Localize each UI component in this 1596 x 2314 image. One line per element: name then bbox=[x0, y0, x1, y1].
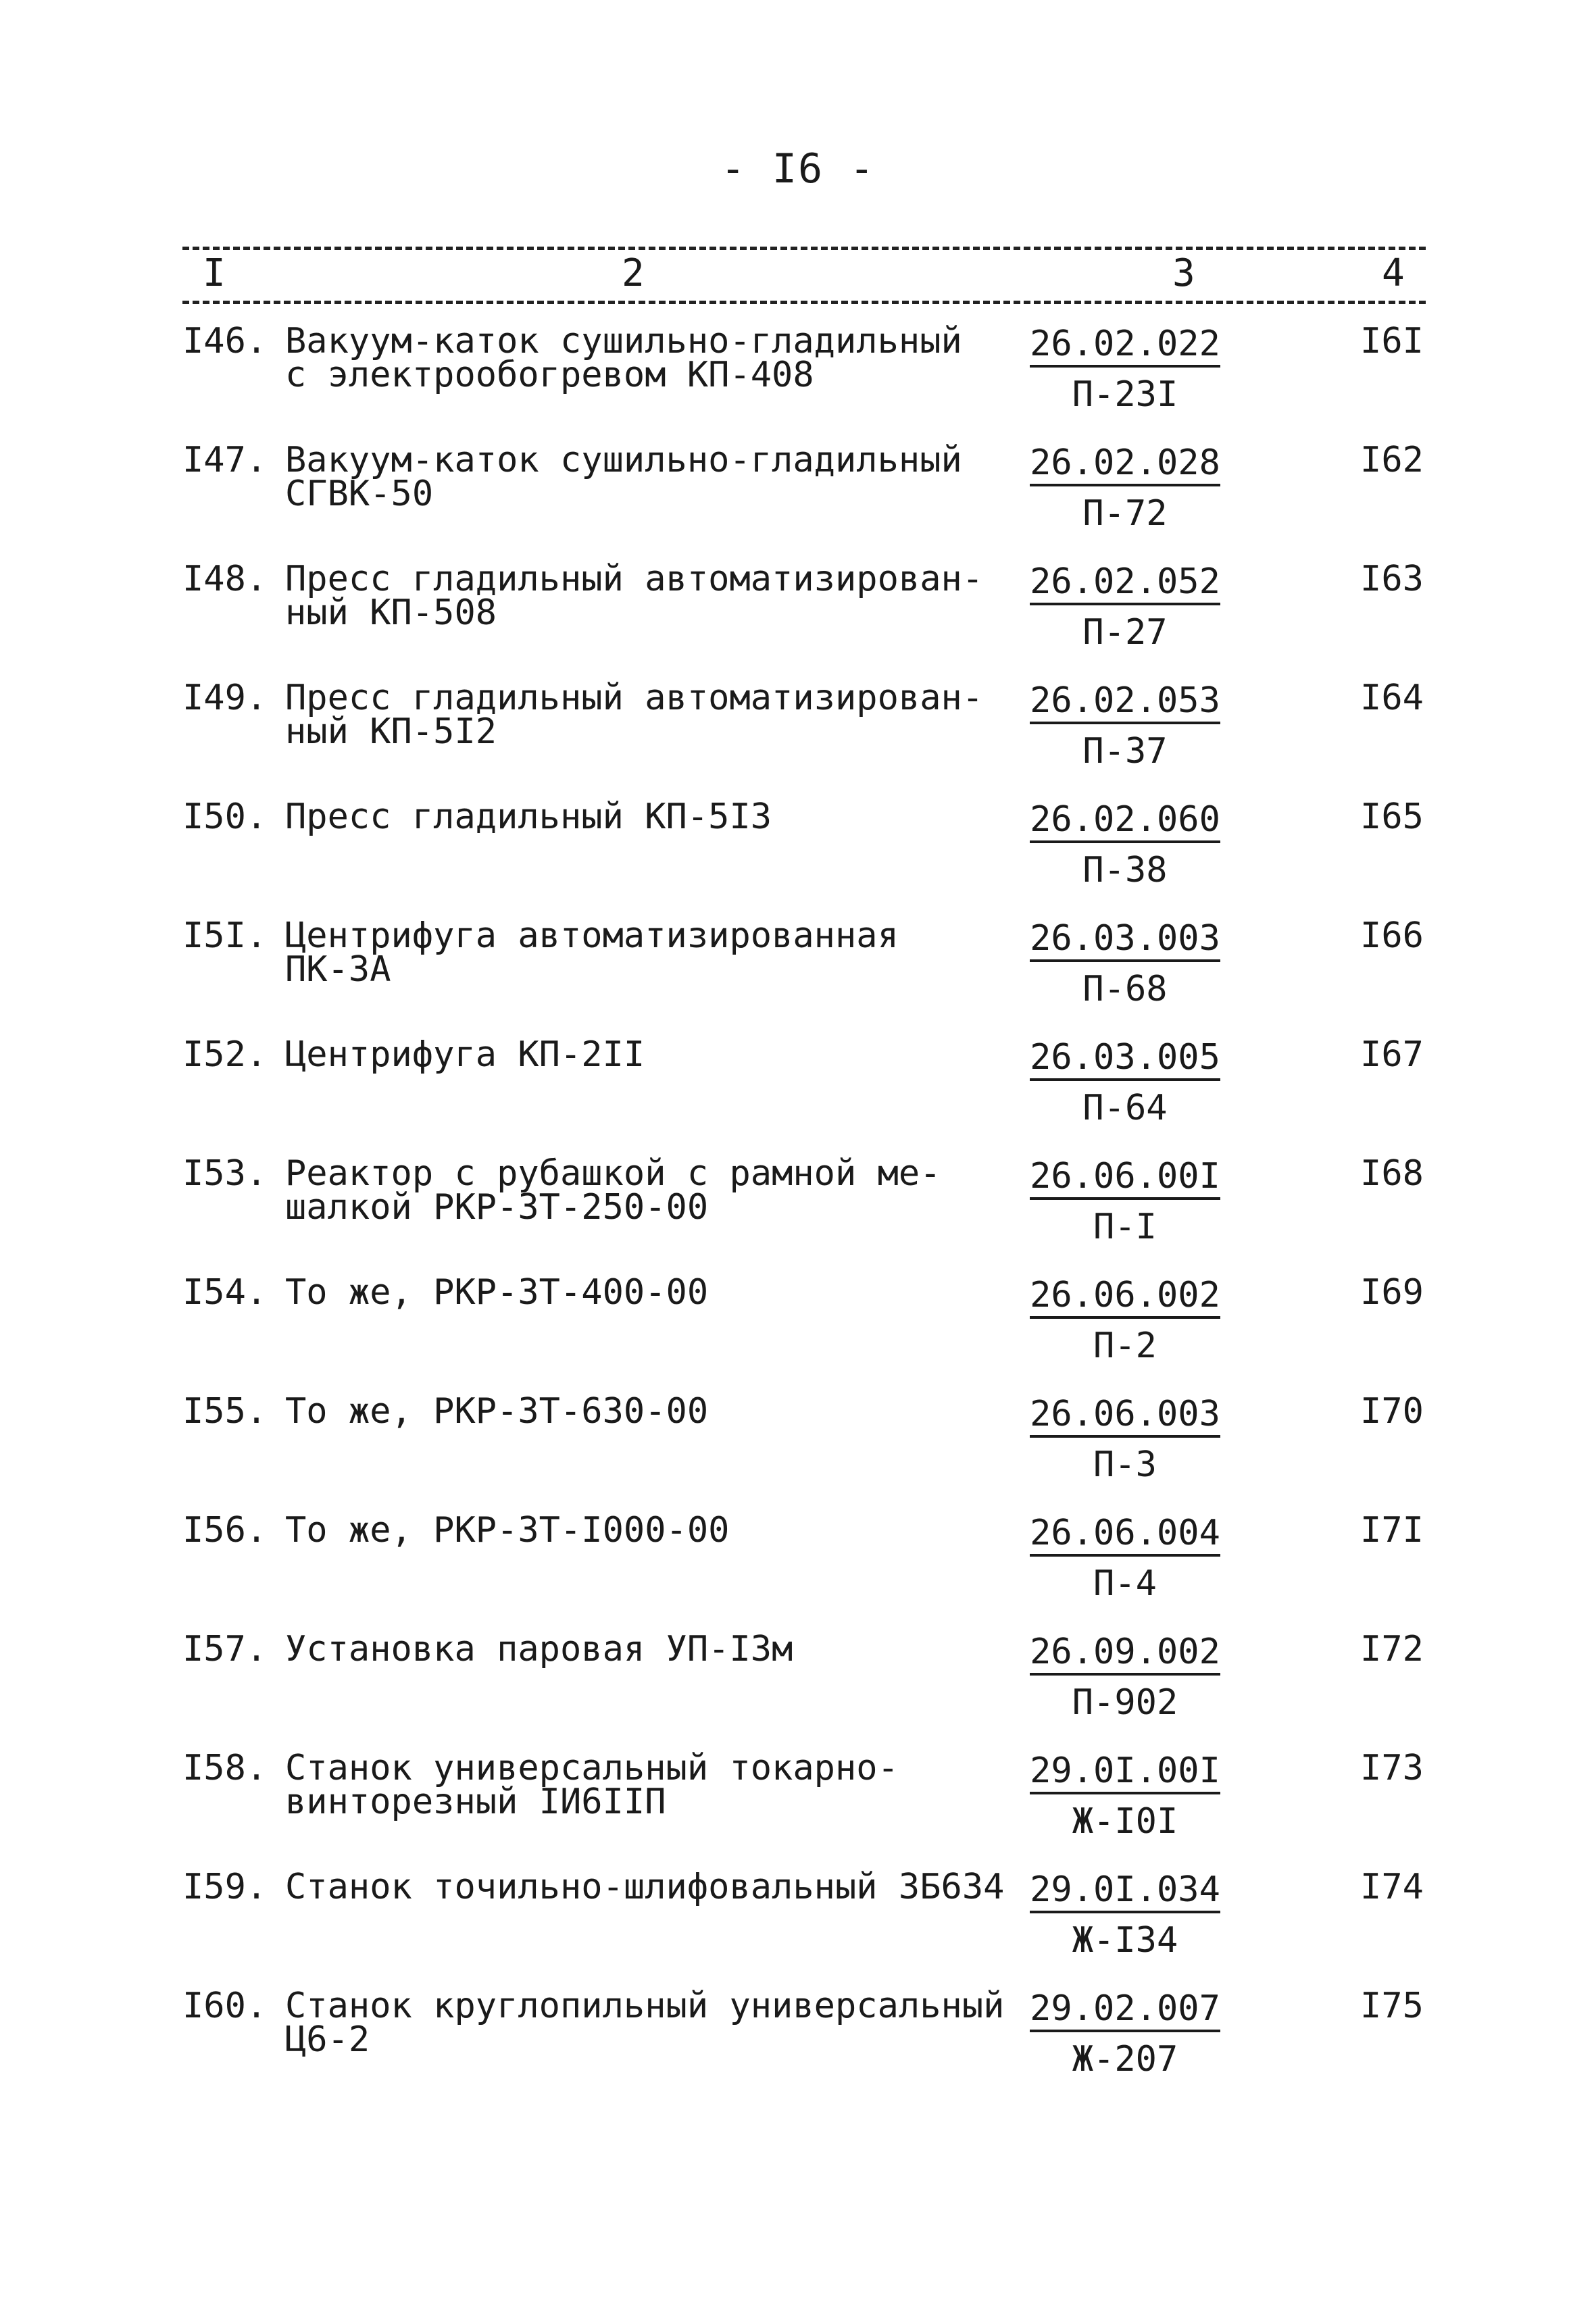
description-line: винторезный IИ6IIП bbox=[285, 1782, 666, 1822]
header-top-divider bbox=[182, 247, 1426, 250]
item-description bbox=[285, 678, 1015, 752]
item-number: I5I. bbox=[182, 915, 268, 956]
table-row bbox=[0, 1153, 1596, 1276]
table-row bbox=[0, 1034, 1596, 1157]
item-page: I75 bbox=[1360, 1986, 1424, 2026]
item-code: 26.03.005 bbox=[1030, 1038, 1220, 1081]
item-subcode: П-23I bbox=[1072, 374, 1178, 415]
item-code-cell bbox=[1014, 562, 1237, 653]
item-code-cell bbox=[1014, 1632, 1237, 1723]
description-line: Пресс гладильный автоматизирован- bbox=[285, 678, 984, 718]
item-code: 26.02.028 bbox=[1030, 443, 1220, 486]
item-description bbox=[285, 797, 1015, 837]
item-description bbox=[285, 1867, 1015, 1907]
item-code-cell bbox=[1014, 1157, 1237, 1247]
item-description bbox=[285, 559, 1015, 633]
item-code-cell bbox=[1014, 1870, 1237, 1961]
item-subcode: П-38 bbox=[1082, 850, 1168, 890]
item-page: I63 bbox=[1360, 559, 1424, 599]
item-subcode: П-27 bbox=[1082, 612, 1168, 653]
item-description bbox=[285, 1629, 1015, 1669]
item-page: I64 bbox=[1360, 678, 1424, 718]
item-subcode: П-72 bbox=[1082, 493, 1168, 534]
item-number: I49. bbox=[182, 678, 268, 718]
item-subcode: П-I bbox=[1093, 1207, 1157, 1247]
item-number: I58. bbox=[182, 1748, 268, 1788]
equipment-list bbox=[0, 321, 1596, 2108]
item-page: I70 bbox=[1360, 1391, 1424, 1432]
item-code: 29.0I.00I bbox=[1030, 1751, 1220, 1794]
item-description bbox=[285, 1272, 1015, 1313]
item-number: I56. bbox=[182, 1510, 268, 1551]
item-number: I52. bbox=[182, 1034, 268, 1075]
description-line: Пресс гладильный КП-5I3 bbox=[285, 797, 772, 837]
item-page: I62 bbox=[1360, 440, 1424, 480]
item-code-cell bbox=[1014, 1038, 1237, 1128]
item-code-cell bbox=[1014, 800, 1237, 890]
item-subcode: Ж-207 bbox=[1072, 2039, 1178, 2080]
item-description bbox=[285, 1034, 1015, 1075]
table-row bbox=[0, 678, 1596, 800]
item-subcode: Ж-I34 bbox=[1072, 1920, 1178, 1961]
item-code-cell bbox=[1014, 324, 1237, 415]
item-description bbox=[285, 1748, 1015, 1822]
item-code-cell bbox=[1014, 443, 1237, 534]
item-code: 26.03.003 bbox=[1030, 919, 1220, 962]
item-subcode: П-3 bbox=[1093, 1444, 1157, 1485]
item-number: I48. bbox=[182, 559, 268, 599]
description-line: Ц6-2 bbox=[285, 2019, 370, 2060]
table-row bbox=[0, 915, 1596, 1038]
description-line: Станок универсальный токарно- bbox=[285, 1748, 899, 1788]
item-code: 26.02.053 bbox=[1030, 681, 1220, 724]
page-number: - I6 - bbox=[720, 145, 876, 193]
item-code: 26.02.060 bbox=[1030, 800, 1220, 843]
item-code-cell bbox=[1014, 919, 1237, 1009]
table-row bbox=[0, 1629, 1596, 1751]
item-number: I60. bbox=[182, 1986, 268, 2026]
item-description bbox=[285, 1510, 1015, 1551]
column-header-row bbox=[0, 251, 1596, 299]
description-line: Станок точильно-шлифовальный 3Б634 bbox=[285, 1867, 1005, 1907]
item-number: I57. bbox=[182, 1629, 268, 1669]
item-code: 26.06.003 bbox=[1030, 1394, 1220, 1438]
description-line: СГВК-50 bbox=[285, 474, 434, 514]
item-description bbox=[285, 1391, 1015, 1432]
item-number: I55. bbox=[182, 1391, 268, 1432]
table-row bbox=[0, 559, 1596, 681]
item-code-cell bbox=[1014, 1751, 1237, 1842]
table-row bbox=[0, 1391, 1596, 1513]
description-line: Центрифуга КП-2II bbox=[285, 1034, 645, 1075]
description-line: шалкой РКР-3Т-250-00 bbox=[285, 1187, 709, 1228]
description-line: То же, РКР-3Т-630-00 bbox=[285, 1391, 709, 1432]
item-code-cell bbox=[1014, 681, 1237, 772]
item-code: 29.0I.034 bbox=[1030, 1870, 1220, 1913]
description-line: Центрифуга автоматизированная bbox=[285, 915, 899, 956]
table-row bbox=[0, 1986, 1596, 2108]
table-row bbox=[0, 1748, 1596, 1870]
item-code: 26.09.002 bbox=[1030, 1632, 1220, 1676]
item-code: 26.02.022 bbox=[1030, 324, 1220, 368]
item-page: I72 bbox=[1360, 1629, 1424, 1669]
item-page: I6I bbox=[1360, 321, 1424, 361]
item-page: I7I bbox=[1360, 1510, 1424, 1551]
item-page: I73 bbox=[1360, 1748, 1424, 1788]
table-row bbox=[0, 440, 1596, 562]
table-row bbox=[0, 1867, 1596, 1989]
item-code-cell bbox=[1014, 1513, 1237, 1604]
item-code-cell bbox=[1014, 1989, 1237, 2080]
item-page: I66 bbox=[1360, 915, 1424, 956]
item-number: I47. bbox=[182, 440, 268, 480]
description-line: Вакуум-каток сушильно-гладильный bbox=[285, 321, 962, 361]
item-number: I46. bbox=[182, 321, 268, 361]
item-code: 26.02.052 bbox=[1030, 562, 1220, 605]
item-code: 26.06.00I bbox=[1030, 1157, 1220, 1200]
item-page: I68 bbox=[1360, 1153, 1424, 1194]
item-subcode: Ж-I0I bbox=[1072, 1801, 1178, 1842]
item-code: 26.06.002 bbox=[1030, 1276, 1220, 1319]
item-code: 29.02.007 bbox=[1030, 1989, 1220, 2032]
description-line: Вакуум-каток сушильно-гладильный bbox=[285, 440, 962, 480]
description-line: с электрообогревом КП-408 bbox=[285, 355, 814, 395]
item-page: I67 bbox=[1360, 1034, 1424, 1075]
item-description bbox=[285, 440, 1015, 514]
item-number: I53. bbox=[182, 1153, 268, 1194]
item-page: I65 bbox=[1360, 797, 1424, 837]
item-number: I50. bbox=[182, 797, 268, 837]
description-line: То же, РКР-3Т-I000-00 bbox=[285, 1510, 730, 1551]
item-code-cell bbox=[1014, 1394, 1237, 1485]
item-number: I59. bbox=[182, 1867, 268, 1907]
item-code-cell bbox=[1014, 1276, 1237, 1366]
item-description bbox=[285, 1153, 1015, 1228]
item-page: I69 bbox=[1360, 1272, 1424, 1313]
column-header-2: 2 bbox=[622, 251, 645, 295]
description-line: ный КП-508 bbox=[285, 593, 497, 633]
item-subcode: П-64 bbox=[1082, 1088, 1168, 1128]
description-line: Станок круглопильный универсальный bbox=[285, 1986, 1005, 2026]
item-subcode: П-37 bbox=[1082, 731, 1168, 772]
column-header-4: 4 bbox=[1382, 251, 1405, 295]
column-header-3: 3 bbox=[1172, 251, 1195, 295]
description-line: Реактор с рубашкой с рамной ме- bbox=[285, 1153, 941, 1194]
table-row bbox=[0, 321, 1596, 443]
description-line: ПК-3А bbox=[285, 949, 391, 990]
description-line: Пресс гладильный автоматизирован- bbox=[285, 559, 984, 599]
description-line: ный КП-5I2 bbox=[285, 711, 497, 752]
item-description bbox=[285, 915, 1015, 990]
item-page: I74 bbox=[1360, 1867, 1424, 1907]
item-subcode: П-4 bbox=[1093, 1563, 1157, 1604]
table-row bbox=[0, 1272, 1596, 1394]
item-subcode: П-68 bbox=[1082, 969, 1168, 1009]
column-header-1: I bbox=[203, 251, 226, 295]
item-subcode: П-902 bbox=[1072, 1682, 1178, 1723]
table-row bbox=[0, 1510, 1596, 1632]
description-line: Установка паровая УП-I3м bbox=[285, 1629, 793, 1669]
table-row bbox=[0, 797, 1596, 919]
item-description bbox=[285, 321, 1015, 395]
description-line: То же, РКР-3Т-400-00 bbox=[285, 1272, 709, 1313]
header-bottom-divider bbox=[182, 301, 1426, 304]
item-number: I54. bbox=[182, 1272, 268, 1313]
item-subcode: П-2 bbox=[1093, 1326, 1157, 1366]
item-code: 26.06.004 bbox=[1030, 1513, 1220, 1557]
item-description bbox=[285, 1986, 1015, 2060]
